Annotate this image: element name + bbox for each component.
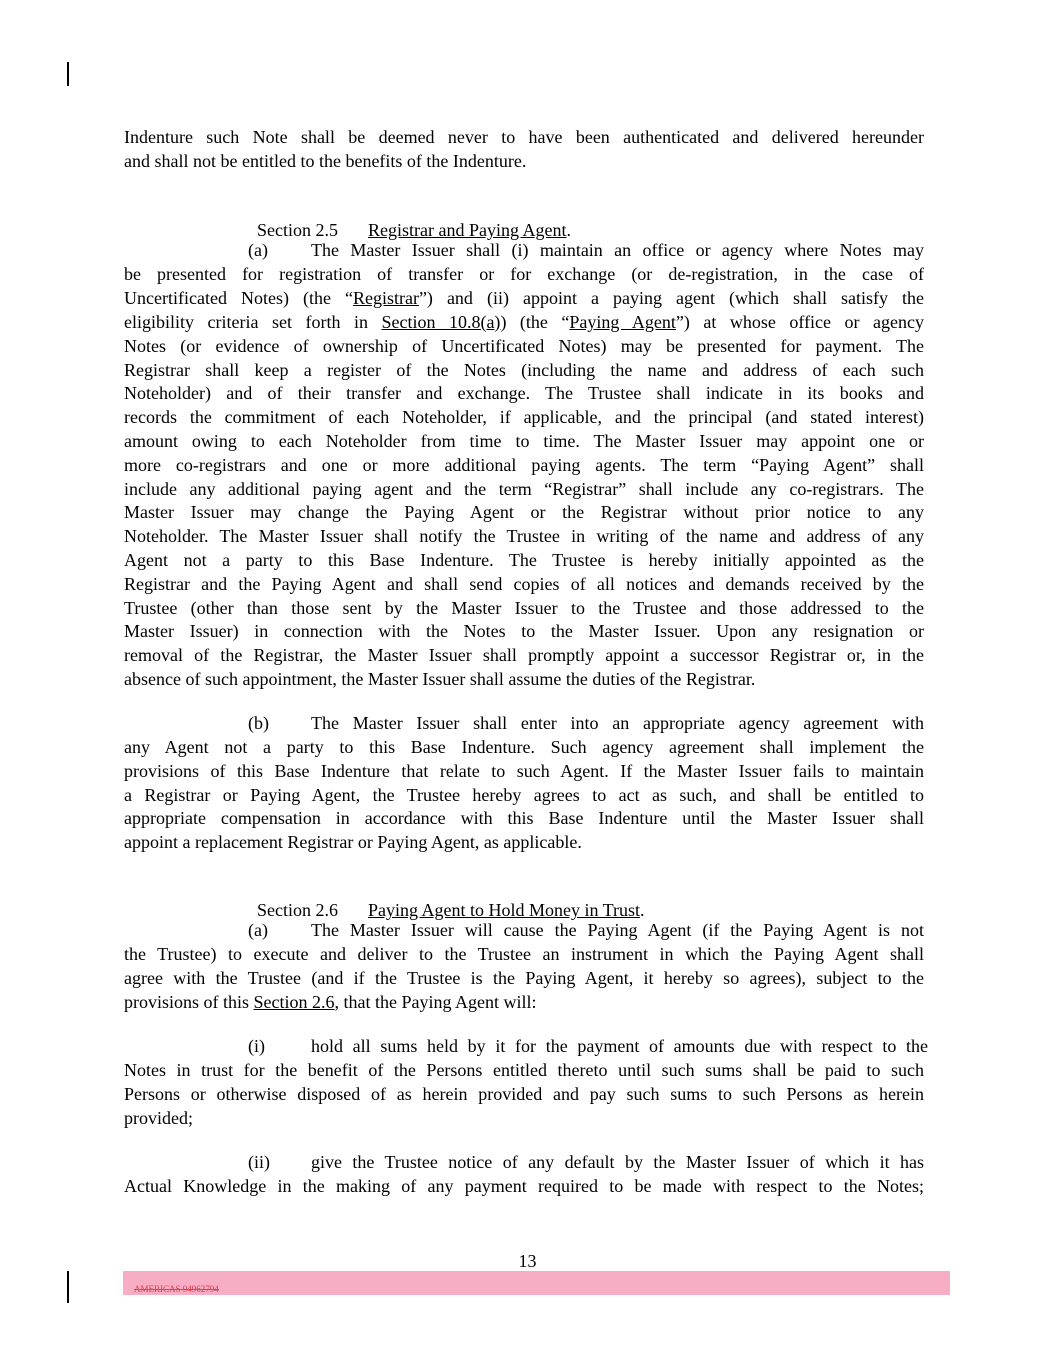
paragraph-label: (ii) xyxy=(248,1152,270,1172)
text-line: eligibility criteria set forth in Section 10.8(a)) (the “Paying Agent”) at whose office or agency xyxy=(124,312,925,332)
text-line: be presented for registration of transfer or for exchange (or de-registration, in the case of xyxy=(124,264,924,284)
section-heading-2-6 xyxy=(248,874,645,922)
text-line: include any additional paying agent and the term “Registrar” shall include any co-registrars. The xyxy=(124,479,924,499)
text-line: The Master Issuer will cause the Paying Agent (if the Paying Agent is not xyxy=(311,920,924,940)
text-line: Actual Knowledge in the making of any payment required to be made with respect to the Notes; xyxy=(124,1176,924,1196)
text-line: more co-registrars and one or more additional paying agents. The term “Paying Agent” shall xyxy=(124,455,924,475)
section-number: Section 2.5 xyxy=(257,220,338,240)
heading-period: . xyxy=(640,900,645,920)
text-line: provisions of this Section 2.6, that the Paying Agent will: xyxy=(124,992,537,1012)
text-line: provisions of this Base Indenture that relate to such Agent. If the Master Issuer fails to maintain xyxy=(124,761,924,781)
text-line: the Trustee) to execute and deliver to the Trustee an instrument in which the Paying Agent shall xyxy=(124,944,924,964)
text-line: and shall not be entitled to the benefits of the Indenture. xyxy=(124,151,527,171)
text-line: Indenture such Note shall be deemed never to have been authenticated and delivered hereunder xyxy=(124,127,924,147)
text-line: amount owing to each Noteholder from time to time. The Master Issuer may appoint one or xyxy=(124,431,924,451)
text-line: Master Issuer may change the Paying Agent or the Registrar without prior notice to any xyxy=(124,502,924,522)
section-title: Paying Agent to Hold Money in Trust xyxy=(368,900,641,920)
text-line: a Registrar or Paying Agent, the Trustee hereby agrees to act as such, and shall be entitled to xyxy=(124,785,924,805)
change-bar-top xyxy=(67,62,69,86)
text-line: Agent not a party to this Base Indenture. The Trustee is hereby initially appointed as the xyxy=(124,550,924,570)
text-line: removal of the Registrar, the Master Issuer shall promptly appoint a successor Registrar or, in the xyxy=(124,645,924,665)
text-line: appoint a replacement Registrar or Paying Agent, as applicable. xyxy=(124,832,582,852)
defined-term-paying-agent: Paying Agent xyxy=(569,312,676,332)
cross-reference-section-10-8a: Section 10.8(a) xyxy=(381,312,501,332)
text-line: Notes in trust for the benefit of the Persons entitled thereto until such sums shall be paid to such xyxy=(124,1060,924,1080)
text-line: records the commitment of each Noteholder, if applicable, and the principal (and stated interest) xyxy=(124,407,924,427)
text-line: give the Trustee notice of any default by the Master Issuer of which it has xyxy=(311,1152,924,1172)
paragraph-label: (a) xyxy=(248,240,268,260)
text-line: any Agent not a party to this Base Indenture. Such agency agreement shall implement the xyxy=(124,737,924,757)
paragraph-label: (a) xyxy=(248,920,268,940)
text-line: Registrar and the Paying Agent and shall send copies of all notices and demands received by the xyxy=(124,574,924,594)
text-line: The Master Issuer shall (i) maintain an office or agency where Notes may xyxy=(311,240,924,260)
text-line: Persons or otherwise disposed of as herein provided and pay such sums to such Persons as herein xyxy=(124,1084,924,1104)
paragraph-label: (b) xyxy=(248,713,269,733)
text-line: provided; xyxy=(124,1108,193,1128)
heading-period: . xyxy=(566,220,571,240)
text-line: absence of such appointment, the Master Issuer shall assume the duties of the Registrar. xyxy=(124,669,756,689)
section-title: Registrar and Paying Agent xyxy=(368,220,567,240)
text-line: Trustee (other than those sent by the Master Issuer to the Trustee and those addressed to the xyxy=(124,598,924,618)
text-line: hold all sums held by it for the payment of amounts due with respect to the xyxy=(311,1036,928,1056)
text-line: appropriate compensation in accordance with this Base Indenture until the Master Issuer shall xyxy=(124,808,924,828)
document-id: AMERICAS 94962794 xyxy=(134,1284,219,1294)
text-line: Master Issuer) in connection with the Notes to the Master Issuer. Upon any resignation or xyxy=(124,621,924,641)
text-line: agree with the Trustee (and if the Trustee is the Paying Agent, it hereby so agrees), subject to the xyxy=(124,968,924,988)
text-line: Uncertificated Notes) (the “Registrar”) and (ii) appoint a paying agent (which shall satisfy the xyxy=(124,288,924,308)
paragraph-label: (i) xyxy=(248,1036,265,1056)
section-number: Section 2.6 xyxy=(257,900,338,920)
change-bar-bottom xyxy=(67,1271,69,1303)
section-heading-2-5 xyxy=(248,194,571,242)
cross-reference-section-2-6: Section 2.6 xyxy=(253,992,335,1012)
text-line: Noteholder) and of their transfer and exchange. The Trustee shall indicate in its books and xyxy=(124,383,924,403)
footer-band xyxy=(123,1271,950,1295)
text-line: Notes (or evidence of ownership of Uncertificated Notes) may be presented for payment. The xyxy=(124,336,924,356)
text-line: The Master Issuer shall enter into an appropriate agency agreement with xyxy=(311,713,924,733)
defined-term-registrar: Registrar xyxy=(352,288,419,308)
page-number: 13 xyxy=(518,1251,537,1271)
text-line: Registrar shall keep a register of the Notes (including the name and address of each such xyxy=(124,360,924,380)
text-line: Noteholder. The Master Issuer shall notify the Trustee in writing of the name and address of any xyxy=(124,526,924,546)
